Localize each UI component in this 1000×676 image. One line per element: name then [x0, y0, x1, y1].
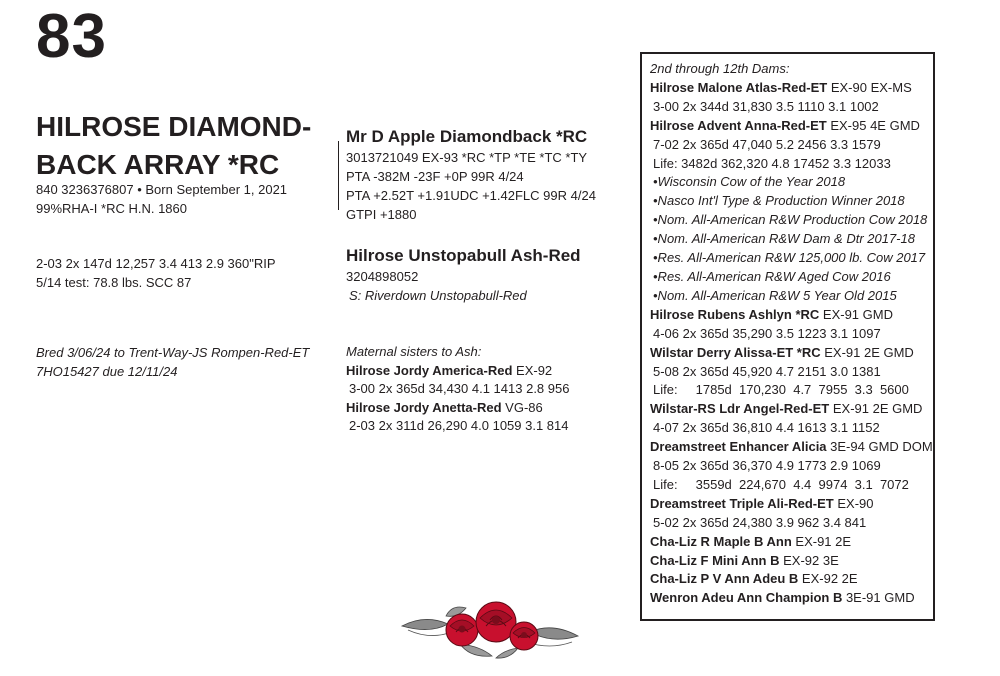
animal-name [36, 108, 311, 184]
dam-record: 7-02 2x 365d 47,040 5.2 2456 3.3 1579 [653, 136, 881, 152]
dam-honor: •Res. All-American R&W Aged Cow 2016 [653, 268, 891, 284]
dam-7 [650, 438, 934, 457]
dam-name: Dreamstreet Enhancer Alicia [650, 439, 827, 455]
dam-2 [650, 79, 934, 98]
dam-record: 5-02 2x 365d 24,380 3.9 962 3.4 841 [653, 514, 867, 530]
dam-6 [650, 400, 934, 419]
dam-score: EX-92 3E [779, 552, 839, 568]
dams-list [650, 60, 934, 608]
sire-line: PTA +2.52T +1.91UDC +1.42FLC 99R 4/24 [346, 188, 596, 203]
dam-score: 3E-91 GMD [842, 590, 915, 606]
dam-record: 5-08 2x 365d 45,920 4.7 2151 3.0 1381 [653, 363, 881, 379]
dam-record: 4-06 2x 365d 35,290 3.5 1223 3.1 1097 [653, 325, 881, 341]
dam-name: Hilrose Rubens Ashlyn *RC [650, 306, 820, 322]
sister-name: Hilrose Jordy Anetta-Red [346, 399, 502, 415]
dam-name: Wenron Adeu Ann Champion B [650, 590, 843, 606]
dam-8 [650, 495, 934, 514]
dam-honor: •Nasco Int'l Type & Production Winner 2018 [653, 193, 905, 209]
dam-name: Hilrose Malone Atlas-Red-ET [650, 79, 828, 95]
dam-sire: S: Riverdown Unstopabull-Red [349, 288, 527, 303]
dam-score: EX-91 2E GMD [829, 401, 923, 417]
dam-name: Dreamstreet Triple Ali-Red-ET [650, 495, 834, 511]
sister-entry [346, 399, 569, 418]
dam-12 [650, 589, 934, 608]
dam-score: EX-90 [833, 495, 874, 511]
dam-10 [650, 552, 934, 571]
sister-record: 2-03 2x 311d 26,290 4.0 1059 3.1 814 [349, 418, 569, 433]
dam-name: Cha-Liz P V Ann Adeu B [650, 571, 799, 587]
dam-name: Wilstar-RS Ldr Angel-Red-ET [650, 401, 830, 417]
pedigree-divider [338, 141, 339, 210]
rose-ornament-icon [400, 596, 580, 665]
dam-reg: 3204898052 [346, 269, 419, 284]
sister-entry [346, 362, 569, 381]
dam-9 [650, 533, 934, 552]
dam-lifetime: Life: 3482d 362,320 4.8 17452 3.3 12033 [653, 155, 891, 171]
dams-heading: 2nd through 12th Dams: [650, 61, 790, 76]
sire-line: 3013721049 EX-93 *RC *TP *TE *TC *TY [346, 150, 588, 165]
animal-info [36, 180, 287, 218]
id-born: 840 3236376807 • Born September 1, 2021 [36, 182, 288, 197]
production-record [36, 254, 276, 292]
dam-score: EX-91 2E [791, 533, 852, 549]
dam-honor: •Wisconsin Cow of the Year 2018 [653, 174, 846, 190]
dam-lifetime: Life: 3559d 224,670 4.4 9974 3.1 7072 [653, 476, 909, 492]
breed-line: 99%RHA-I *RC H.N. 1860 [36, 201, 187, 216]
sister-record: 3-00 2x 365d 34,430 4.1 1413 2.8 956 [349, 381, 570, 396]
dam-score: EX-92 2E [798, 571, 858, 587]
bred-line2: 7HO15427 due 12/11/24 [36, 364, 178, 379]
dam-name: Hilrose Unstopabull Ash-Red [346, 246, 581, 265]
dam-5 [650, 344, 934, 363]
sister-name: Hilrose Jordy America-Red [346, 362, 513, 378]
dam-honor: •Nom. All-American R&W Dam & Dtr 2017-18 [653, 231, 915, 247]
dam-name: Wilstar Derry Alissa-ET *RC [650, 344, 821, 360]
animal-name-line1: HILROSE DIAMOND- [36, 111, 312, 142]
sire-line: GTPI +1880 [346, 207, 417, 222]
animal-name-line2: BACK ARRAY *RC [36, 149, 280, 180]
bred-line1: Bred 3/06/24 to Trent-Way-JS Rompen-Red-ET [36, 345, 310, 360]
dam-honor: •Res. All-American R&W 125,000 lb. Cow 2017 [653, 250, 926, 266]
dam-record: 8-05 2x 365d 36,370 4.9 1773 2.9 1069 [653, 458, 881, 474]
sisters-heading: Maternal sisters to Ash: [346, 344, 482, 359]
sire-block [346, 126, 596, 224]
breeding-info [36, 343, 309, 381]
dam-score: EX-91 GMD [819, 306, 893, 322]
sire-name: Mr D Apple Diamondback *RC [346, 127, 588, 146]
dam-name: Cha-Liz F Mini Ann B [650, 552, 780, 568]
dam-lifetime: Life: 1785d 170,230 4.7 7955 3.3 5600 [653, 382, 909, 398]
dam-name: Hilrose Advent Anna-Red-ET [650, 117, 827, 133]
maternal-sisters [346, 343, 569, 436]
lot-number: 83 [36, 2, 107, 71]
sister-score: EX-92 [512, 362, 553, 378]
dam-11 [650, 570, 934, 589]
record-line: 2-03 2x 147d 12,257 3.4 413 2.9 360"RIP [36, 256, 276, 271]
dam-score: 3E-94 GMD DOM [826, 439, 933, 455]
dam-honor: •Nom. All-American R&W Production Cow 2018 [653, 212, 928, 228]
dam-record: 4-07 2x 365d 36,810 4.4 1613 3.1 1152 [653, 420, 880, 436]
dam-name: Cha-Liz R Maple B Ann [650, 533, 792, 549]
dam-3 [650, 117, 934, 136]
dam-block [346, 245, 581, 305]
dam-4 [650, 306, 934, 325]
test-line: 5/14 test: 78.8 lbs. SCC 87 [36, 275, 192, 290]
dam-score: EX-95 4E GMD [826, 117, 920, 133]
dam-score: EX-91 2E GMD [820, 344, 914, 360]
dam-record: 3-00 2x 344d 31,830 3.5 1110 3.1 1002 [653, 98, 879, 114]
dam-score: EX-90 EX-MS [827, 79, 912, 95]
sister-score: VG-86 [501, 399, 543, 415]
dam-honor: •Nom. All-American R&W 5 Year Old 2015 [653, 287, 897, 303]
sire-line: PTA -382M -23F +0P 99R 4/24 [346, 169, 524, 184]
